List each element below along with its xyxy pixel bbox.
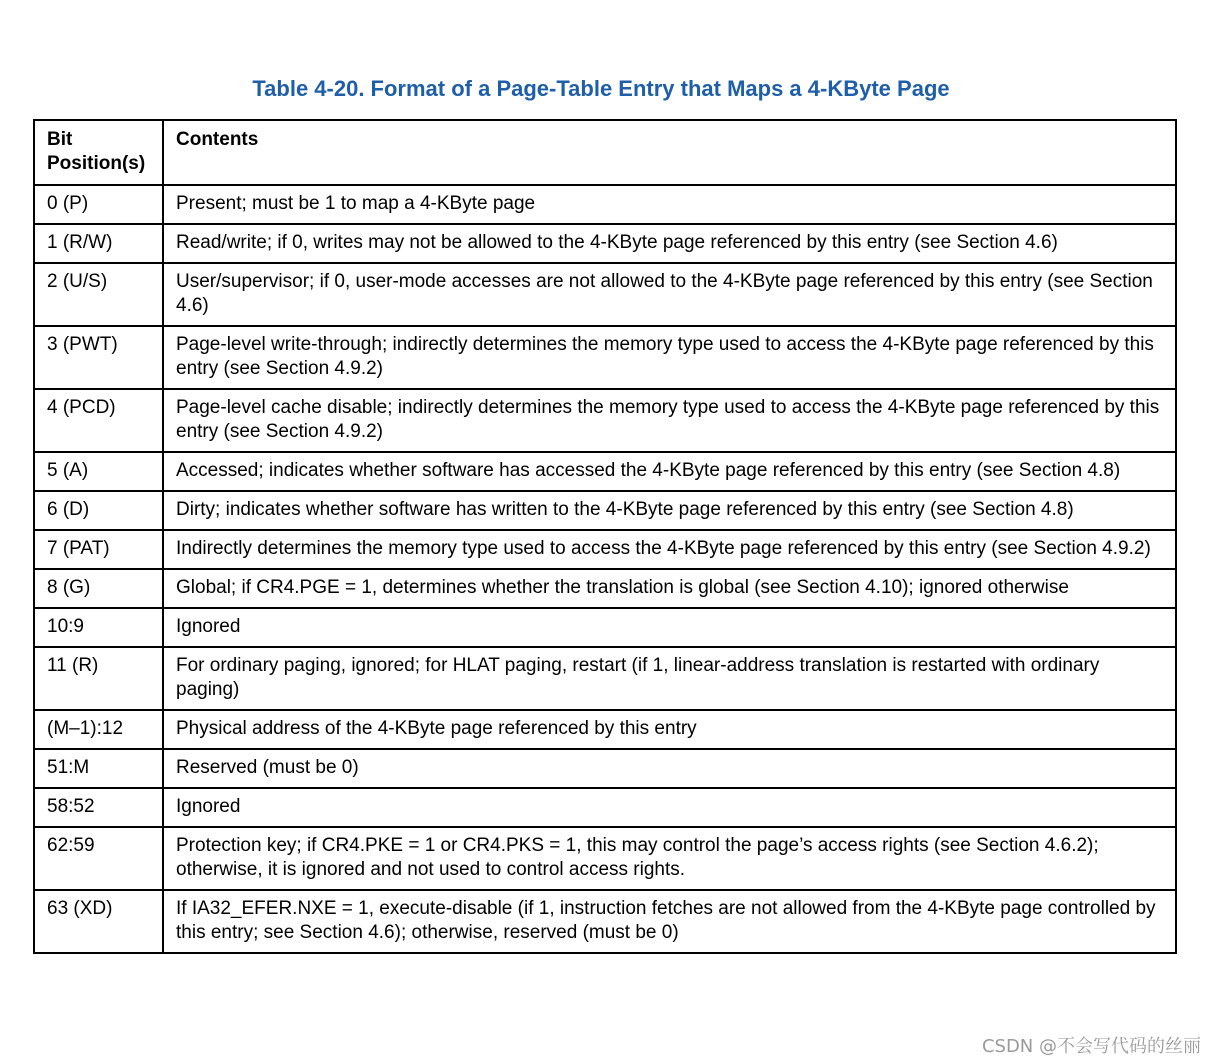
bit-position-cell: 5 (A) — [34, 452, 163, 491]
contents-cell: Page-level cache disable; indirectly determines the memory type used to access the 4-KByte page referenced by this entry (see Section 4.9.2) — [163, 389, 1176, 452]
watermark: CSDN @不会写代码的丝丽 — [981, 1036, 1201, 1057]
table-row — [34, 569, 1176, 608]
contents-cell: Ignored — [163, 788, 1176, 827]
contents-cell: Indirectly determines the memory type used to access the 4-KByte page referenced by this entry (see Section 4.9.2) — [163, 530, 1176, 569]
bit-position-cell: 0 (P) — [34, 185, 163, 224]
table-row — [34, 647, 1176, 710]
bit-position-cell: 51:M — [34, 749, 163, 788]
table-row — [34, 788, 1176, 827]
bit-position-cell: 11 (R) — [34, 647, 163, 710]
table-header-row — [34, 120, 1176, 185]
table-row — [34, 608, 1176, 647]
table-row — [34, 491, 1176, 530]
bit-position-cell: 1 (R/W) — [34, 224, 163, 263]
bit-position-cell: 63 (XD) — [34, 890, 163, 953]
contents-cell: Physical address of the 4-KByte page referenced by this entry — [163, 710, 1176, 749]
header-contents: Contents — [163, 120, 1176, 185]
contents-cell: If IA32_EFER.NXE = 1, execute-disable (if 1, instruction fetches are not allowed from the 4-KByte page controlled by this entry; see Section 4.6); otherwise, reserved (must be 0) — [163, 890, 1176, 953]
contents-cell: Global; if CR4.PGE = 1, determines whether the translation is global (see Section 4.10); ignored otherwise — [163, 569, 1176, 608]
contents-cell: Protection key; if CR4.PKE = 1 or CR4.PKS = 1, this may control the page’s access rights (see Section 4.6.2); otherwise, it is ignored and not used to control access rights. — [163, 827, 1176, 890]
contents-cell: Dirty; indicates whether software has written to the 4-KByte page referenced by this entry (see Section 4.8) — [163, 491, 1176, 530]
table-row — [34, 326, 1176, 389]
contents-cell: For ordinary paging, ignored; for HLAT paging, restart (if 1, linear-address translation is restarted with ordinary paging) — [163, 647, 1176, 710]
table-row — [34, 263, 1176, 326]
bit-position-cell: 10:9 — [34, 608, 163, 647]
table-row — [34, 224, 1176, 263]
bit-position-cell: 2 (U/S) — [34, 263, 163, 326]
header-bit-positions-label: Bit Position(s) — [47, 129, 146, 174]
table-row — [34, 185, 1176, 224]
table-row — [34, 389, 1176, 452]
bit-position-cell: 8 (G) — [34, 569, 163, 608]
contents-cell: Ignored — [163, 608, 1176, 647]
bit-position-cell: (M–1):12 — [34, 710, 163, 749]
bit-position-cell: 3 (PWT) — [34, 326, 163, 389]
contents-cell: Page-level write-through; indirectly determines the memory type used to access the 4-KByte page referenced by this entry (see Section 4.9.2) — [163, 326, 1176, 389]
bit-position-cell: 62:59 — [34, 827, 163, 890]
header-bit-positions — [34, 120, 163, 185]
table-row — [34, 710, 1176, 749]
contents-cell: Accessed; indicates whether software has accessed the 4-KByte page referenced by this entry (see Section 4.8) — [163, 452, 1176, 491]
table-row — [34, 452, 1176, 491]
table-row — [34, 749, 1176, 788]
bit-position-cell: 4 (PCD) — [34, 389, 163, 452]
bit-position-cell: 6 (D) — [34, 491, 163, 530]
bit-position-cell: 7 (PAT) — [34, 530, 163, 569]
contents-cell: Read/write; if 0, writes may not be allowed to the 4-KByte page referenced by this entry (see Section 4.6) — [163, 224, 1176, 263]
table-row — [34, 530, 1176, 569]
table-row — [34, 827, 1176, 890]
table-row — [34, 890, 1176, 953]
contents-cell: User/supervisor; if 0, user-mode accesses are not allowed to the 4-KByte page referenced by this entry (see Section 4.6) — [163, 263, 1176, 326]
contents-cell: Reserved (must be 0) — [163, 749, 1176, 788]
bit-position-cell: 58:52 — [34, 788, 163, 827]
page-table-entry-format-table — [33, 119, 1177, 954]
contents-cell: Present; must be 1 to map a 4-KByte page — [163, 185, 1176, 224]
table-title: Table 4-20. Format of a Page-Table Entry that Maps a 4-KByte Page — [252, 76, 950, 101]
